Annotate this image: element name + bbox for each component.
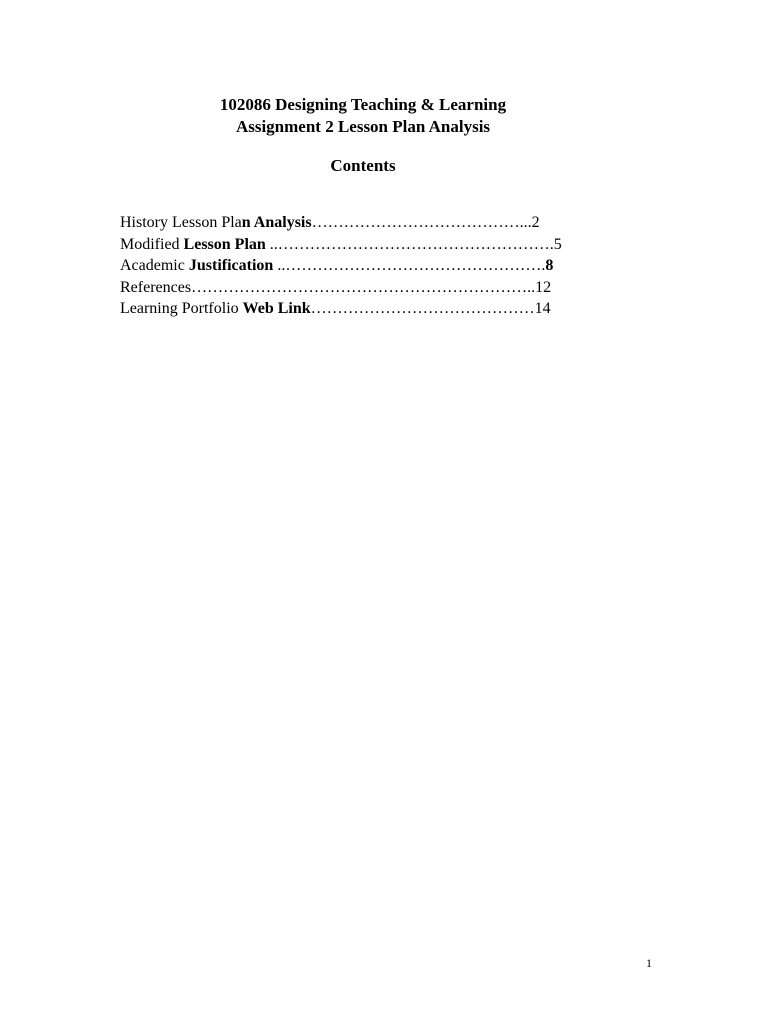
toc-entry-label: Learning Portfolio	[120, 300, 243, 317]
toc-entry-label: References	[120, 278, 192, 296]
toc-entry-modified-lesson-plan	[120, 234, 610, 256]
toc-entry-label: History Lesson Pla	[120, 214, 242, 231]
toc-entry-page: 5	[553, 235, 562, 253]
toc-entry-page: 2	[531, 214, 540, 231]
title-line-assignment: Assignment 2 Lesson Plan Analysis	[235, 117, 491, 136]
toc-entry-leader: ………………………………………………………..	[191, 278, 536, 296]
toc-entry-leader: …………………………………...	[311, 214, 532, 231]
toc-entry-references	[120, 277, 610, 299]
toc-entry-learning-portfolio-web-link	[120, 298, 610, 320]
toc-entry-leader: ..…………………………………………….	[265, 235, 554, 253]
toc-entry-label-bold: Lesson Plan	[183, 235, 266, 253]
toc-entry-page: 12	[535, 278, 552, 296]
toc-entry-history-lesson-plan-analysis	[120, 212, 610, 234]
page-number: 1	[646, 956, 652, 970]
document-title	[0, 94, 726, 138]
toc-entry-label: Academic	[120, 257, 189, 274]
toc-entry-label-bold: Web Link	[242, 300, 311, 317]
table-of-contents	[120, 212, 610, 320]
contents-heading: Contents	[330, 156, 396, 175]
toc-entry-leader: ..………………………………………….	[273, 257, 546, 274]
toc-entry-label-bold: n Analysis	[241, 214, 312, 231]
toc-entry-academic-justification	[120, 255, 610, 277]
toc-entry-leader: ……………………………………	[310, 300, 535, 317]
toc-entry-label: Modified	[120, 235, 184, 253]
toc-entry-page: 14	[534, 300, 551, 317]
title-line-course: 102086 Designing Teaching & Learning	[219, 95, 507, 114]
toc-entry-page: 8	[545, 257, 554, 274]
toc-entry-label-bold: Justification	[188, 257, 274, 274]
